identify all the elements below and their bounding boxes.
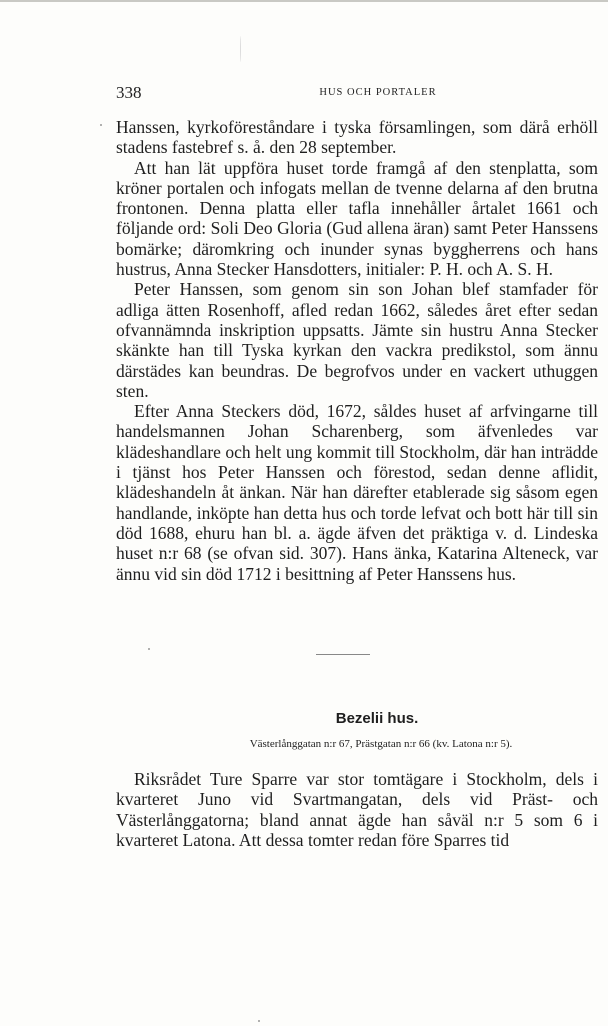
print-speck bbox=[258, 1020, 260, 1022]
paragraph-ture-sparre: Riksrådet Ture Sparre var stor tomtägare i Stockholm, dels i kvarteret Juno vid Svartmangatan, dels vid Präst- och Västerlånggatorna; bland annat ägde han såväl n:r 5 som 6 i kvarteret Latona. Att dessa tomter redan före Sparres tid bbox=[116, 769, 598, 850]
print-speck bbox=[240, 36, 241, 62]
page-top-edge bbox=[0, 0, 608, 2]
print-speck bbox=[148, 648, 150, 650]
paragraph-peter-hanssen: Peter Hanssen, som genom sin son Johan blef stamfader för adliga ätten Rosenhoff, afled redan 1662, således året efter sedan ofvannämnda inskription uppsatts. Jämte sin hustru Anna Stecker skänkte han till Tyska kyrkan den vackra predikstol, som ännu därstädes kan beundras. De begrofvos under en vackert uthuggen sten. bbox=[116, 279, 598, 401]
section-text bbox=[116, 769, 598, 850]
page-header bbox=[116, 83, 600, 105]
paragraph-stone-plate: Att han lät uppföra huset torde framgå af den stenplatta, som kröner portalen och infogats mellan de tvenne delarna af den brutna frontonen. Denna platta eller tafla innehåller årtalet 1661 och följande ord: Soli Deo Gloria (Gud allena äran) samt Peter Hanssens bomärke; däromkring och inunder synas byggherrens och hans hustrus, Anna Stecker Hansdotters, initialer: P. H. och A. S. H. bbox=[116, 157, 598, 280]
page-number: 338 bbox=[116, 83, 142, 102]
main-text bbox=[116, 117, 598, 584]
section-subtitle: Västerlånggatan n:r 67, Prästgatan n:r 66 (kv. Latona n:r 5). bbox=[249, 738, 513, 750]
paragraph-anna-stecker: Efter Anna Steckers död, 1672, såldes huset af arfvingarne till handelsmannen Johan Scharenberg, som äfvenledes var klädeshandlare och helt ung kommit till Stockholm, där han inträdde i tjänst hos Peter Hanssen och förestod, sedan denne aflidit, klädeshandeln åt änkan. När han därefter etablerade sig såsom egen handlande, inköpte han detta hus och torde lefvat och bott här till sin död 1688, ehuru han bl. a. ägde äfven det präktiga v. d. Lindeska huset n:r 68 (se ofvan sid. 307). Hans änka, Katarina Alteneck, var ännu vid sin död 1712 i besittning af Peter Hanssens hus. bbox=[116, 401, 598, 584]
print-speck bbox=[100, 124, 102, 126]
paragraph-continuation: Hanssen, kyrkoföreståndare i tyska församlingen, som därå erhöll stadens fastebref s. å. den 28 september. bbox=[116, 117, 598, 158]
running-head: HUS OCH PORTALER bbox=[319, 87, 437, 98]
section-divider bbox=[316, 654, 370, 655]
section-title: Bezelii hus. bbox=[335, 710, 419, 727]
